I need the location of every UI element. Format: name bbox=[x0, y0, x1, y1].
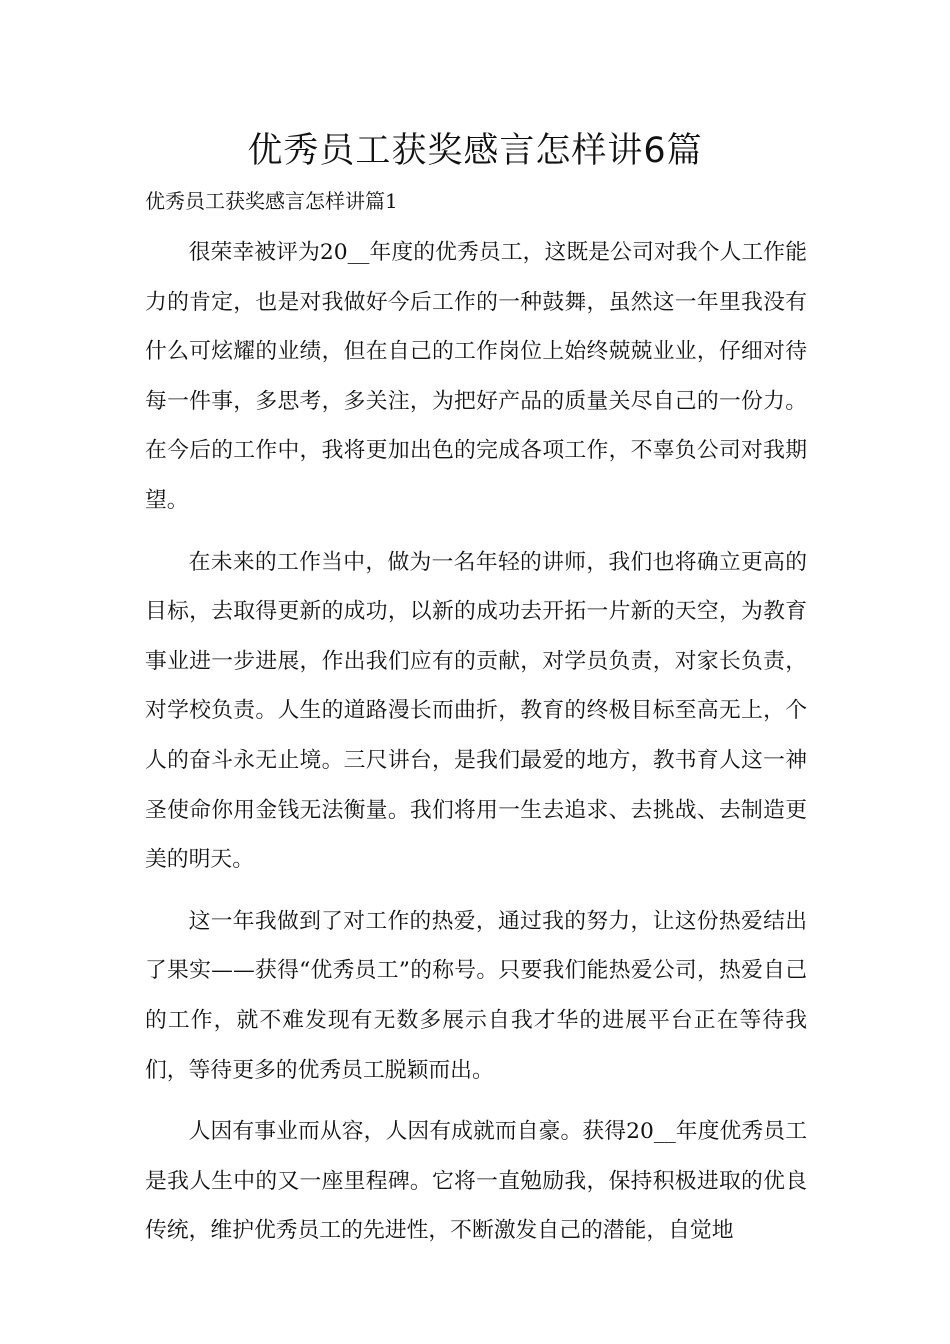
section-heading: 优秀员工获奖感言怎样讲篇1 bbox=[145, 189, 398, 213]
paragraph-2: 在未来的工作当中，做为一名年轻的讲师，我们也将确立更高的目标，去取得更新的成功，以新的成功去开拓一片新的天空，为教育事业进一步进展，作出我们应有的贡献，对学员负责，对家长负责，对学校负责。人生的道路漫长而曲折，教育的终极目标至高无上，个人的奋斗永无止境。三尺讲台，是我们最爱的地方，教书育人这一神圣使命你用金钱无法衡量。我们将用一生去追求、去挑战、去制造更美的明天。 bbox=[145, 549, 807, 873]
document-body bbox=[145, 228, 807, 1268]
paragraph-4: 人因有事业而从容，人因有成就而自豪。获得20__年度优秀员工是我人生中的又一座里程碑。它将一直勉励我，保持积极进取的优良传统，维护优秀员工的先进性，不断激发自己的潜能，自觉地 bbox=[145, 1119, 807, 1244]
paragraph-3: 这一年我做到了对工作的热爱，通过我的努力，让这份热爱结出了果实——获得“优秀员工”的称号。只要我们能热爱公司，热爱自己的工作，就不难发现有无数多展示自我才华的进展平台正在等待我们，等待更多的优秀员工脱颖而出。 bbox=[145, 908, 807, 1083]
paragraph-1: 很荣幸被评为20__年度的优秀员工，这既是公司对我个人工作能力的肯定，也是对我做好今后工作的一种鼓舞，虽然这一年里我没有什么可炫耀的业绩，但在自己的工作岗位上始终兢兢业业，仔细对待每一件事，多思考，多关注，为把好产品的质量关尽自己的一份力。在今后的工作中，我将更加出色的完成各项工作，不辜负公司对我期望。 bbox=[145, 240, 807, 513]
document-title: 优秀员工获奖感言怎样讲6篇 bbox=[247, 131, 703, 171]
